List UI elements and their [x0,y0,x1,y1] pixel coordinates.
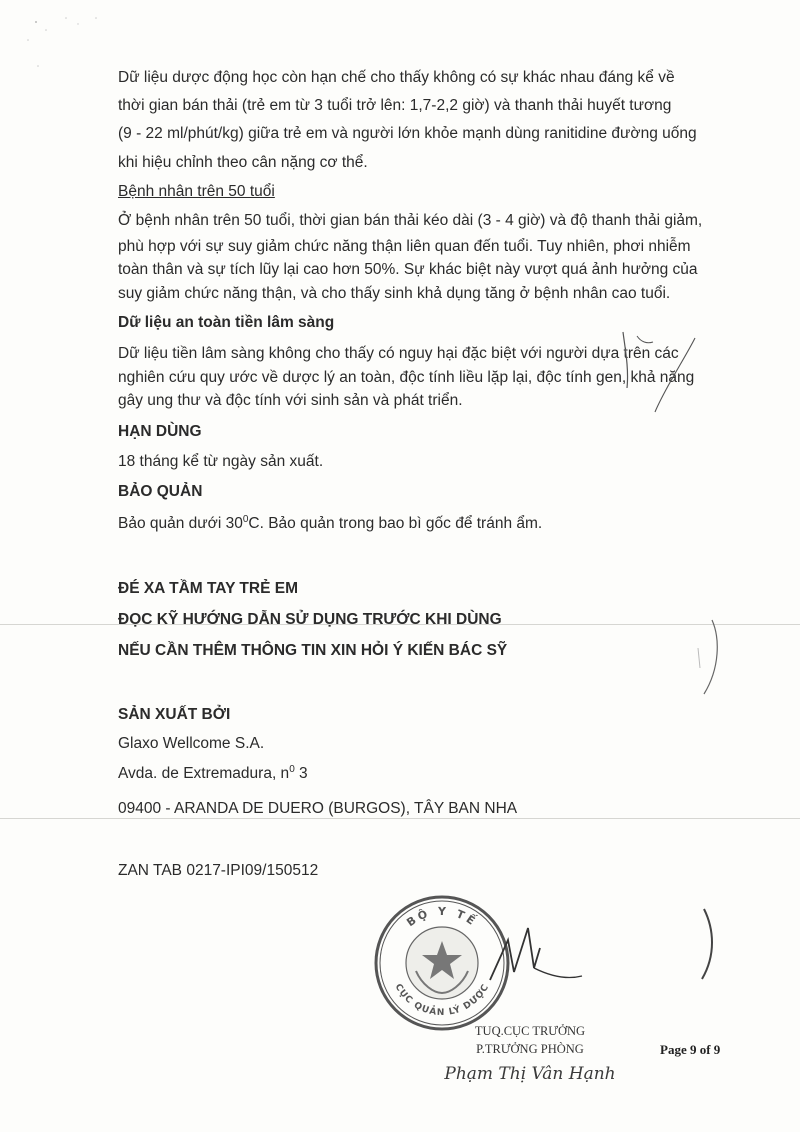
storage-text [118,512,738,536]
page-number: Page 9 of 9 [660,1042,721,1057]
manufacturer-address [118,762,738,786]
superscript: 0 [242,513,249,525]
text-span: C. Bảo quản trong bao bì gốc để tránh ẩm. [248,515,543,532]
text-line: toàn thân và sự tích lũy lại cao hơn 50%. Sự khác biệt này vượt quá ảnh hưởng của [118,261,698,278]
edge-mark [690,618,730,698]
warning-line: ĐỌC KỸ HƯỚNG DẪN SỬ DỤNG TRƯỚC KHI DÙNG [118,611,502,628]
text-span: 3 [294,765,308,782]
text-line: Ở bệnh nhân trên 50 tuổi, thời gian bán thải kéo dài (3 - 4 giờ) và độ thanh thải giảm, [118,212,703,229]
manufacturer-city: 09400 - ARANDA DE DUERO (BURGOS), TÂY BAN NHA [118,800,518,817]
text-line: phù hợp với sự suy giảm chức năng thận liên quan đến tuổi. Tuy nhiên, phơi nhiễm [118,238,691,255]
signature-block [430,1022,630,1058]
text-line: 18 tháng kể từ ngày sản xuất. [118,453,324,470]
seal-text-bottom: CỤC QUẢN LÝ DƯỢC [392,982,492,1019]
heading-storage: BẢO QUẢN [118,483,203,500]
text-line: khi hiệu chỉnh theo cân nặng cơ thể. [118,154,368,171]
text-span: Avda. de Extremadura, n [118,765,290,782]
warning-line: NẾU CẦN THÊM THÔNG TIN XIN HỎI Ý KIẾN BÁC SỸ [118,642,508,659]
text-line: Dữ liệu tiền lâm sàng không cho thấy có nguy hại đặc biệt với người dựa trên các [118,345,679,362]
text-line: nghiên cứu quy ước về dược lý an toàn, độc tính liều lặp lại, độc tính gen, khả năng [118,369,695,386]
document-code: ZAN TAB 0217-IPI09/150512 [118,862,319,879]
subheading-elderly: Bệnh nhân trên 50 tuổi [118,183,275,200]
text-line: gây ung thư và độc tính với sinh sản và phát triển. [118,392,463,409]
pen-annotation [595,328,715,418]
signature-scribble [470,918,590,998]
heading-manufacturer: SẢN XUẤT BỞI [118,706,231,723]
warning-line: ĐÉ XA TẦM TAY TRẺ EM [118,580,298,597]
edge-mark [694,905,724,985]
text-line: suy giảm chức năng thận, và cho thấy sinh khả dụng tăng ở bệnh nhân cao tuổi. [118,285,671,302]
signer-title: TUQ.CỤC TRƯỞNG [474,1024,586,1038]
heading-preclinical: Dữ liệu an toàn tiền lâm sàng [118,314,335,331]
heading-shelf-life: HẠN DÙNG [118,423,202,440]
text-line: (9 - 22 ml/phút/kg) giữa trẻ em và người lớn khỏe mạnh dùng ranitidine đường uống [118,125,697,142]
manufacturer-name: Glaxo Wellcome S.A. [118,735,265,752]
scan-specks [18,10,108,70]
superscript: 0 [289,763,295,775]
text-span: Bảo quản dưới 30 [118,515,243,532]
seal-text-top: BỘ Y TẾ [404,904,480,930]
text-line: thời gian bán thải (trẻ em từ 3 tuổi trở lên: 1,7-2,2 giờ) và thanh thải huyết tương [118,97,672,114]
signer-name: Phạm Thị Vân Hạnh [444,1064,616,1084]
text-line: Dữ liệu dược động học còn hạn chế cho thấy không có sự khác nhau đáng kể về [118,69,675,86]
signer-subtitle: P.TRƯỞNG PHÒNG [476,1042,584,1056]
